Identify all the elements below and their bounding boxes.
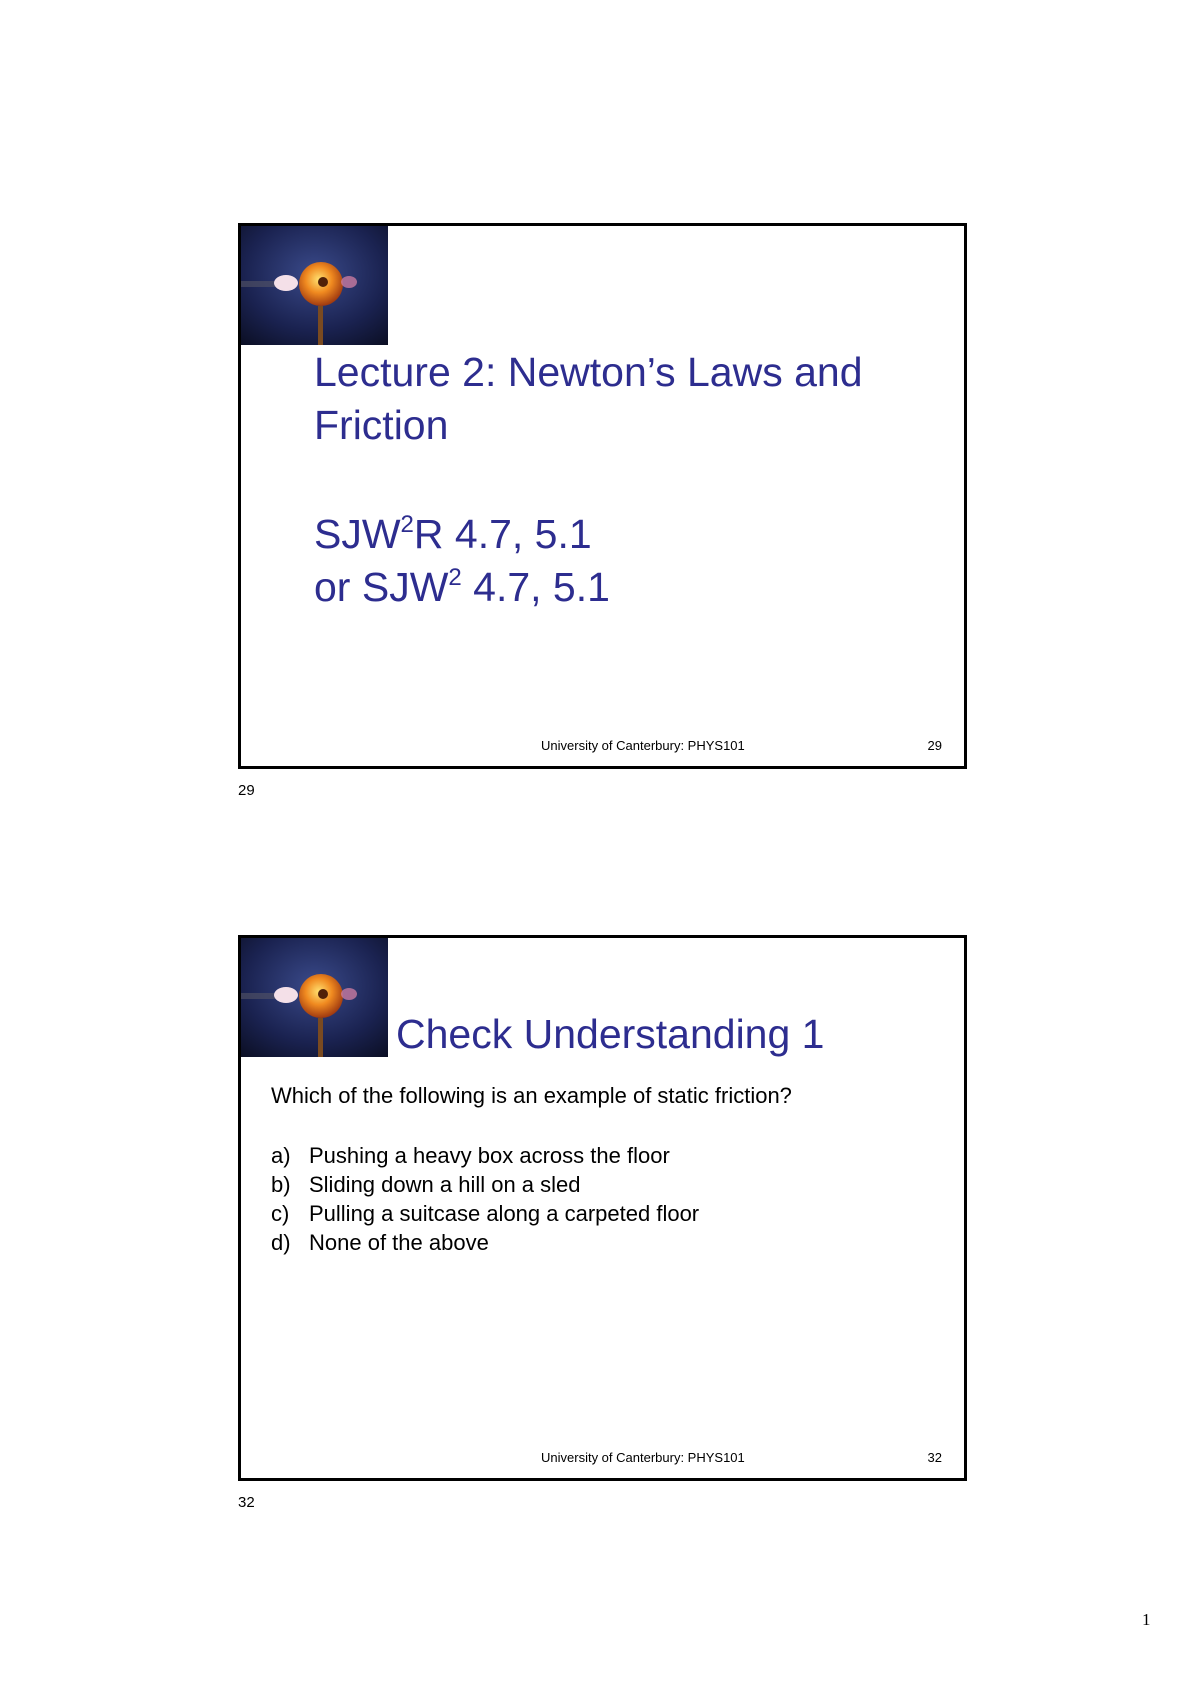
list-item: b) Sliding down a hill on a sled <box>271 1172 581 1197</box>
slide-29 <box>238 223 967 769</box>
slide-thumbnail-image <box>241 226 388 345</box>
textbook-references <box>314 508 934 614</box>
slide-number: 29 <box>927 738 942 753</box>
slide-caption: 29 <box>238 782 255 799</box>
answer-options <box>271 1141 699 1257</box>
list-item: a) Pushing a heavy box across the floor <box>271 1143 670 1168</box>
slide-title: Lecture 2: Newton’s Laws and Friction <box>314 349 863 448</box>
reference-line-2: or SJW$^2$ 4.7, 5.1 <box>314 564 610 610</box>
slide-footer: University of Canterbury: PHYS101 <box>541 738 745 753</box>
slide-caption: 32 <box>238 1494 255 1511</box>
list-item: d) None of the above <box>271 1230 489 1255</box>
slide-title: Check Understanding 1 <box>396 1011 825 1057</box>
physics-demo-image <box>241 226 388 345</box>
physics-demo-image <box>241 938 388 1057</box>
slide-footer: University of Canterbury: PHYS101 <box>541 1450 745 1465</box>
page-number: 1 <box>1142 1610 1151 1629</box>
slide-number: 32 <box>927 1450 942 1465</box>
list-item: c) Pulling a suitcase along a carpeted floor <box>271 1201 700 1226</box>
slide-thumbnail-image <box>241 938 388 1057</box>
reference-line-1: SJW$^2$R 4.7, 5.1 <box>314 511 592 557</box>
slide-32 <box>238 935 967 1481</box>
question-text: Which of the following is an example of static friction? <box>271 1083 792 1108</box>
